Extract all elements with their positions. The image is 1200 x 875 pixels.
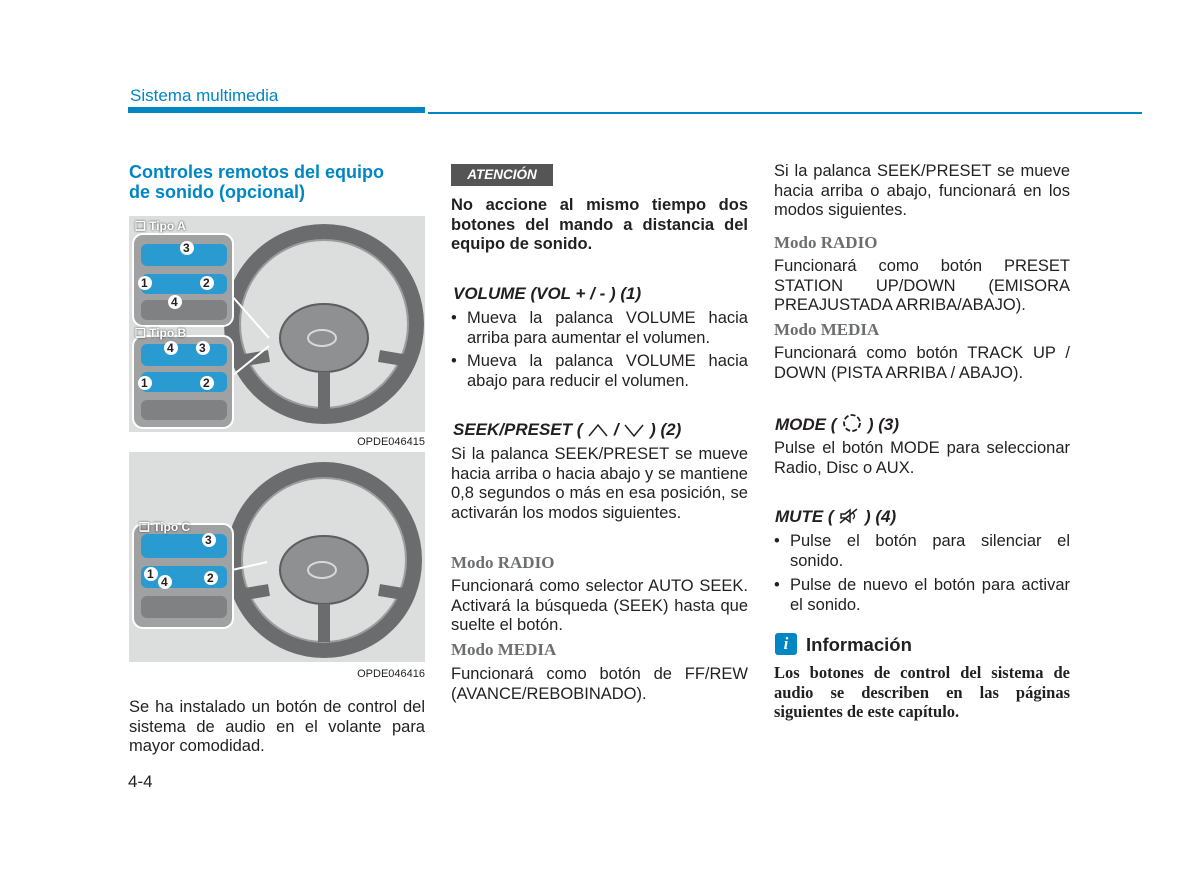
svg-text:3: 3 [183, 241, 190, 255]
intro-paragraph: Se ha instalado un botón de control del sistema de audio en el volante para mayor comodidad. [129, 698, 425, 756]
preset-modo-radio: Modo RADIO [774, 233, 878, 252]
info-body: Los botones de control del sistema de audio se describen en las páginas siguientes de este capítulo. [774, 663, 1070, 722]
seek-heading-pre: SEEK/PRESET ( [453, 420, 583, 439]
steering-wheel-illustration-ab [129, 216, 425, 432]
volume-bullet-up: • Mueva la palanca VOLUME hacia arriba para aumentar el volumen. [451, 309, 748, 348]
preset-intro: Si la palanca SEEK/PRESET se mueve hacia arriba o abajo, funcionará en los modos siguientes. [774, 162, 1070, 220]
mute-heading-post: ) (4) [865, 507, 897, 526]
svg-text:2: 2 [207, 571, 214, 585]
seek-heading [453, 420, 681, 440]
tipo-c-label: ❑ Tipo C [139, 520, 191, 534]
mute-bullet-2: • Pulse de nuevo el botón para activar el sonido. [774, 576, 1070, 615]
info-icon: i [775, 633, 797, 655]
page-number: 4-4 [128, 772, 153, 791]
attention-badge: ATENCIÓN [451, 164, 553, 186]
svg-text:3: 3 [199, 341, 206, 355]
mode-heading [775, 413, 899, 435]
header-rule-accent [128, 107, 425, 113]
svg-text:2: 2 [203, 276, 210, 290]
tipo-a-label: ❑ Tipo A [135, 219, 186, 233]
seek-media-body: Funcionará como botón de FF/REW (AVANCE/REBOBINADO). [451, 665, 748, 703]
seek-radio-body: Funcionará como selector AUTO SEEK. Activará la búsqueda (SEEK) hasta que suelte el botón. [451, 577, 748, 635]
mode-body: Pulse el botón MODE para seleccionar Radio, Disc o AUX. [774, 439, 1070, 477]
mute-heading [775, 507, 896, 527]
figure-steering-ab [129, 216, 425, 432]
figure-caption-1: OPDE046415 [357, 436, 425, 448]
mode-icon [841, 413, 863, 433]
svg-text:4: 4 [161, 575, 168, 589]
tipo-b-label: ❑ Tipo B [135, 326, 187, 340]
seek-modo-radio: Modo RADIO [451, 553, 555, 572]
mode-heading-post: ) (3) [867, 415, 900, 434]
section-header: Sistema multimedia [130, 86, 279, 105]
svg-text:3: 3 [205, 533, 212, 547]
svg-text:1: 1 [141, 276, 148, 290]
mode-heading-pre: MODE ( [775, 415, 837, 434]
steering-wheel-illustration-c [129, 452, 425, 662]
preset-media-body: Funcionará como botón TRACK UP / DOWN (PISTA ARRIBA / ABAJO). [774, 344, 1070, 382]
seek-body: Si la palanca SEEK/PRESET se mueve hacia arriba o hacia abajo y se mantiene 0,8 segundos o más en esa posición, se activarán los modos siguientes. [451, 445, 748, 522]
svg-text:2: 2 [203, 376, 210, 390]
mute-bullet-1: • Pulse el botón para silenciar el sonido. [774, 532, 1070, 571]
svg-text:4: 4 [167, 341, 174, 355]
svg-text:4: 4 [171, 295, 178, 309]
seek-heading-post: ) (2) [650, 420, 682, 439]
volume-heading: VOLUME (VOL + / - ) (1) [453, 284, 642, 303]
preset-radio-body: Funcionará como botón PRESET STATION UP/DOWN (EMISORA PREAJUSTADA ARRIBA/ABAJO). [774, 257, 1070, 315]
header-rule [428, 112, 1142, 114]
svg-text:1: 1 [147, 567, 154, 581]
title-line-2: de sonido (opcional) [129, 182, 305, 202]
svg-text:1: 1 [141, 376, 148, 390]
title-line-1: Controles remotos del equipo [129, 162, 385, 182]
remote-controls-title [129, 162, 425, 202]
seek-heading-slash: / [613, 420, 619, 439]
mute-icon [838, 507, 860, 525]
attention-text: No accione al mismo tiempo dos botones del mando a distancia del equipo de sonido. [451, 196, 748, 254]
figure-steering-c [129, 452, 425, 662]
volume-bullet-down: • Mueva la palanca VOLUME hacia abajo para reducir el volumen. [451, 352, 748, 391]
seek-modo-media: Modo MEDIA [451, 640, 557, 659]
chevron-up-icon [587, 422, 609, 438]
preset-modo-media: Modo MEDIA [774, 320, 880, 339]
figure-caption-2: OPDE046416 [357, 668, 425, 680]
info-heading: Información [806, 634, 912, 655]
mute-heading-pre: MUTE ( [775, 507, 834, 526]
chevron-down-icon [623, 422, 645, 438]
